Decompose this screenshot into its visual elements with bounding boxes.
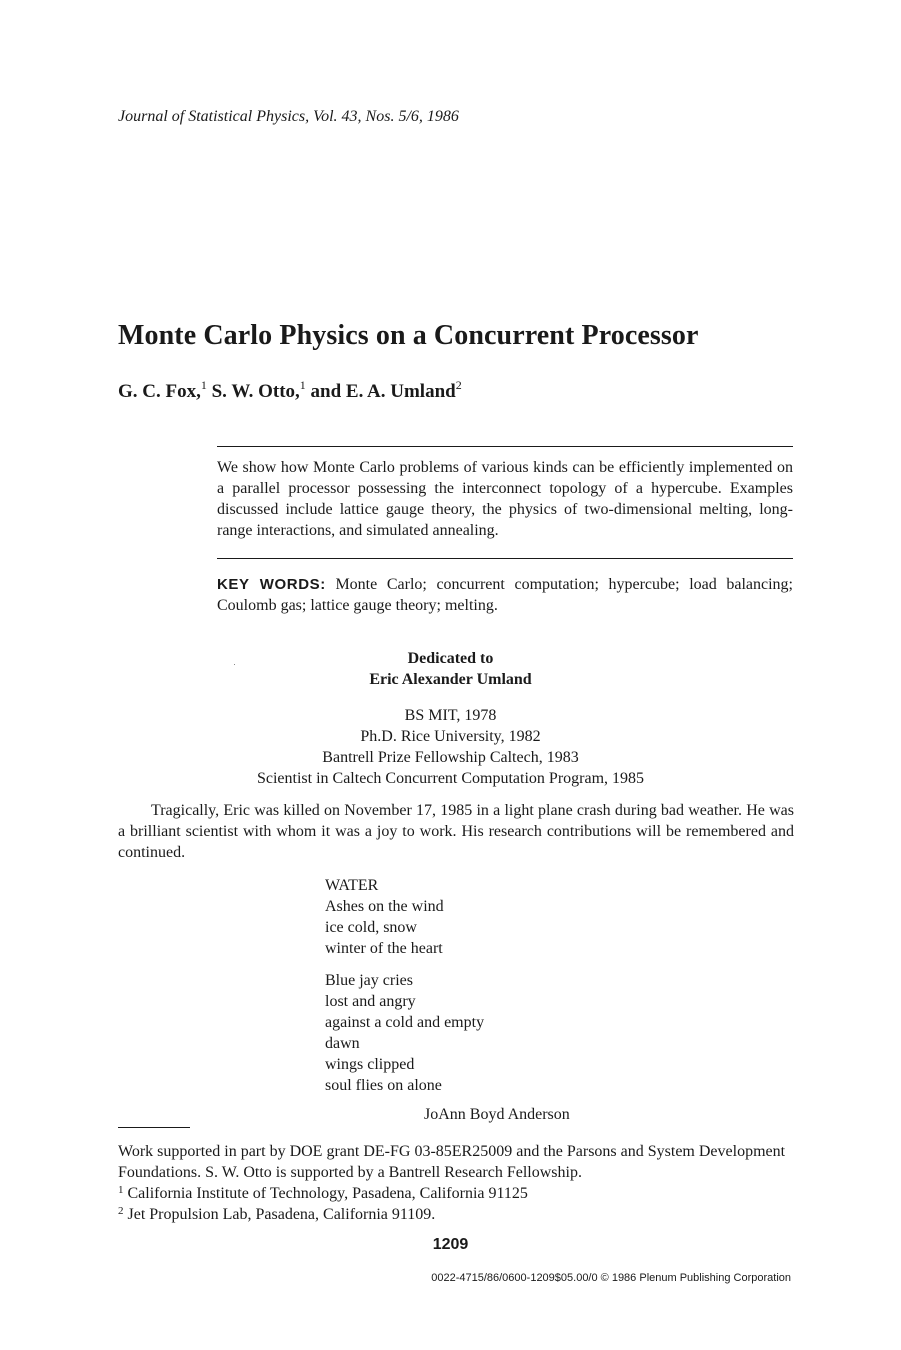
poem-line: wings clipped [325,1056,415,1073]
journal-citation: Journal of Statistical Physics, Vol. 43, Nos. 5/6, 1986 [118,108,459,125]
paper-title: Monte Carlo Physics on a Concurrent Processor [118,320,699,351]
credential-line: Scientist in Caltech Concurrent Computation Program, 1985 [256,770,645,787]
footnote-mark: 2 [118,1205,124,1217]
footnote-mark: 1 [118,1184,124,1196]
poem-title: WATER [325,877,379,894]
abstract-top-rule [217,446,793,447]
poem-stanza-1 [325,875,444,959]
keywords-text: Monte Carlo; concurrent computation; hypercube; load balancing; Coulomb gas; lattice gauge theory; melting. [217,576,793,614]
page-number: 1209 [432,1236,469,1253]
poem-line: Ashes on the wind [325,898,444,915]
poem-line: against a cold and empty [325,1014,485,1031]
credential-line: Ph.D. Rice University, 1982 [360,728,541,745]
funding-note: Work supported in part by DOE grant DE-FG 03-85ER25009 and the Parsons and System Development Foundations. S. W. Otto is supported by a Bantrell Research Fellowship. [118,1143,786,1181]
poem-line: ice cold, snow [325,919,417,936]
author-list [118,378,462,403]
dedication-name: Eric Alexander Umland [369,671,532,688]
tribute-text: Tragically, Eric was killed on November 17, 1985 in a light plane crash during bad weather. He was a brilliant scientist with whom it was a joy to work. His research contributions will be remembered and continued. [118,802,794,861]
footnote-text: California Institute of Technology, Pasadena, California 91125 [123,1185,528,1202]
footnote-rule [118,1127,190,1128]
author-fox: G. C. Fox, [118,381,201,402]
poem-stanza-2 [325,970,484,1096]
keywords-label: KEY WORDS: [217,576,326,593]
affiliation-mark: 1 [299,378,306,392]
credential-line: Bantrell Prize Fellowship Caltech, 1983 [322,749,579,766]
poem-line: dawn [325,1035,360,1052]
abstract-bottom-rule [217,558,793,559]
author-umland: and E. A. Umland [305,381,456,402]
footnote-2 [118,1204,798,1225]
keywords [217,574,793,616]
poem-line: soul flies on alone [325,1077,442,1094]
copyright-line: 0022-4715/86/0600-1209$05.00/0 © 1986 Plenum Publishing Corporation [431,1272,791,1284]
footnotes [118,1141,798,1225]
poem-line: Blue jay cries [325,972,413,989]
dedication-line: Dedicated to [407,650,494,667]
poem-line: winter of the heart [325,940,443,957]
abstract: We show how Monte Carlo problems of various kinds can be efficiently implemented on a parallel processor possessing the interconnect topology of a hypercube. Examples discussed include lattice gauge theory, the physics of two-dimensional melting, long-range interactions, and simulated annealing. [217,459,793,539]
affiliation-mark: 1 [200,378,207,392]
footnote-text: Jet Propulsion Lab, Pasadena, California 91109. [123,1206,436,1223]
poem-author: JoAnn Boyd Anderson [424,1106,570,1123]
affiliation-mark: 2 [455,378,462,392]
author-otto: S. W. Otto, [206,381,300,402]
footnote-1 [118,1183,798,1204]
tribute-paragraph [118,800,794,863]
credential-line: BS MIT, 1978 [404,707,497,724]
poem-line: lost and angry [325,993,416,1010]
